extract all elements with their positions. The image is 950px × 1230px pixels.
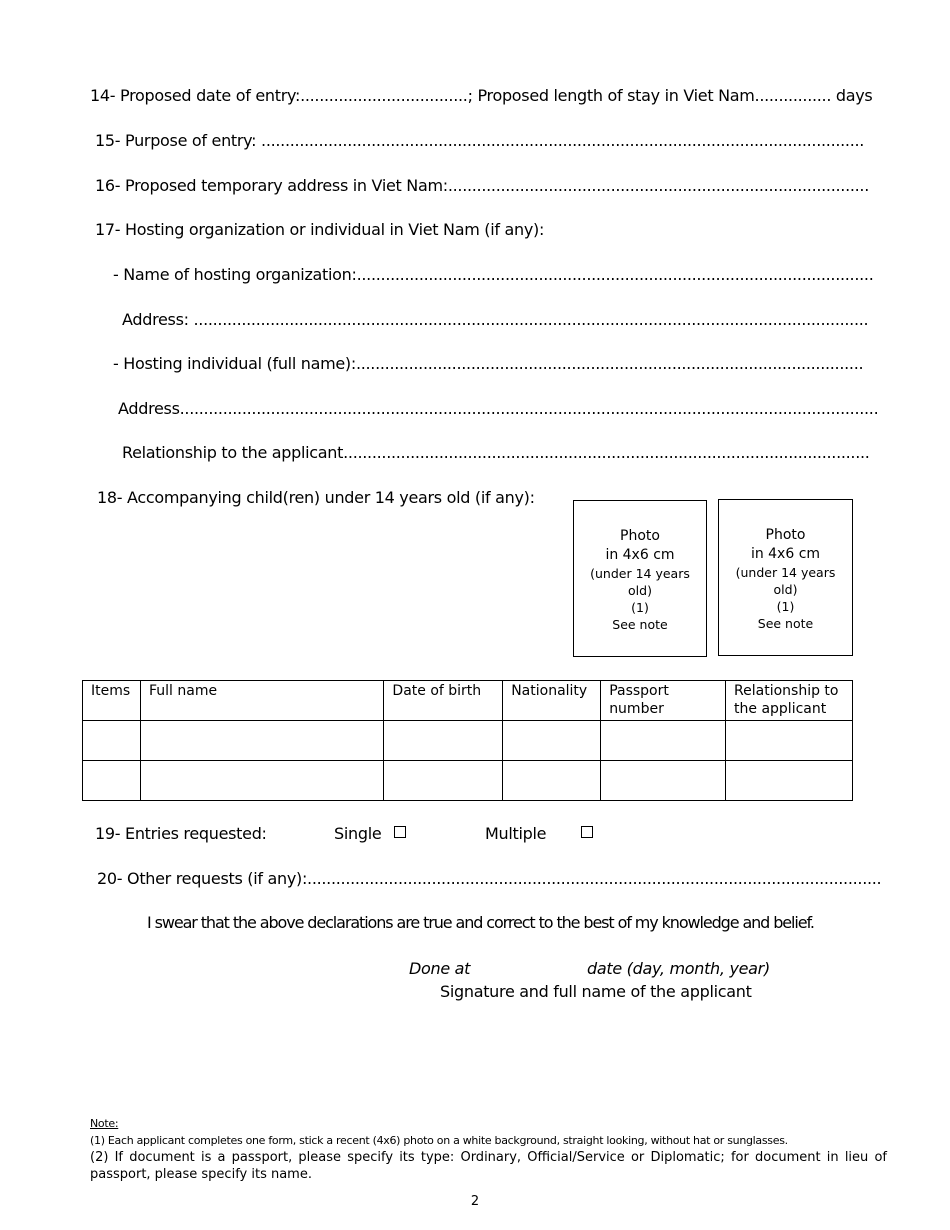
table-cell[interactable] [83, 761, 141, 801]
table-cell[interactable] [140, 721, 383, 761]
photo-footnote-ref: (1) [776, 599, 795, 614]
note-2: (2) If document is a passport, please specify its type: Ordinary, Official/Service or Diplomatic; for document in lieu of passport, please specify its name. [90, 1150, 887, 1182]
notes-section [90, 1115, 887, 1183]
table-cell[interactable] [503, 721, 601, 761]
table-cell[interactable] [83, 721, 141, 761]
item-17-hosting: 17- Hosting organization or individual in Viet Nam (if any): [95, 220, 545, 239]
photo-see-note: See note [757, 616, 814, 631]
table-cell[interactable] [140, 761, 383, 801]
item-15-purpose: 15- Purpose of entry: .............................................................................................................................. [95, 131, 865, 150]
photo-age-note-2: old) [628, 583, 652, 598]
photo-size: in 4x6 cm [605, 547, 675, 563]
table-cell[interactable] [601, 721, 726, 761]
page-number: 2 [470, 1194, 480, 1209]
item-16-temp-address: 16- Proposed temporary address in Viet Nam:........................................................................................ [95, 176, 870, 195]
col-relationship: Relationship to the applicant [726, 681, 853, 721]
photo-box-2 [718, 499, 853, 656]
hosting-org-name: - Name of hosting organization:............................................................................................................ [113, 265, 874, 284]
hosting-org-address: Address: ............................................................................................................................................. [122, 310, 869, 329]
col-items: Items [83, 681, 141, 721]
col-nationality: Nationality [503, 681, 601, 721]
col-passport-number: Passport number [601, 681, 726, 721]
note-1: (1) Each applicant completes one form, stick a recent (4x6) photo on a white background, straight looking, without hat or sunglasses. [90, 1134, 788, 1147]
table-cell[interactable] [726, 721, 853, 761]
table-row [83, 761, 853, 801]
hosting-individual-address: Address.................................................................................................................................................. [118, 399, 879, 418]
multiple-label: Multiple [485, 824, 547, 843]
table-cell[interactable] [384, 721, 503, 761]
children-table [82, 680, 853, 801]
date-label: date (day, month, year) [587, 959, 770, 978]
col-full-name: Full name [140, 681, 383, 721]
photo-label: Photo [765, 527, 806, 543]
table-row [83, 721, 853, 761]
table-cell[interactable] [601, 761, 726, 801]
table-cell[interactable] [384, 761, 503, 801]
relationship-to-applicant: Relationship to the applicant.............................................................................................................. [122, 443, 870, 462]
multiple-checkbox[interactable] [581, 826, 593, 838]
table-header-row [83, 681, 853, 721]
single-checkbox[interactable] [394, 826, 406, 838]
table-cell[interactable] [726, 761, 853, 801]
single-label: Single [334, 824, 382, 843]
signature-label: Signature and full name of the applicant [440, 982, 752, 1001]
photo-age-note: (under 14 years [735, 565, 836, 580]
item-14-entry-date: 14- Proposed date of entry:...................................; Proposed length of stay in Viet Nam................ days [90, 86, 873, 105]
note-title: Note: [90, 1117, 119, 1130]
declaration-statement: I swear that the above declarations are true and correct to the best of my knowledge and belief. [147, 913, 814, 932]
item-18-children: 18- Accompanying child(ren) under 14 years old (if any): [97, 488, 535, 507]
photo-see-note: See note [612, 617, 668, 632]
photo-box-1 [573, 500, 707, 657]
col-date-of-birth: Date of birth [384, 681, 503, 721]
photo-label: Photo [620, 528, 660, 544]
hosting-individual-name: - Hosting individual (full name):.......................................................................................................... [113, 354, 864, 373]
photo-size: in 4x6 cm [750, 546, 821, 562]
item-19-entries: 19- Entries requested: [95, 824, 267, 843]
photo-age-note-2: old) [773, 582, 798, 597]
item-20-other-requests: 20- Other requests (if any):........................................................................................................................ [97, 869, 882, 888]
photo-footnote-ref: (1) [631, 600, 649, 615]
table-cell[interactable] [503, 761, 601, 801]
photo-age-note: (under 14 years [590, 566, 690, 581]
done-at: Done at [409, 959, 471, 978]
